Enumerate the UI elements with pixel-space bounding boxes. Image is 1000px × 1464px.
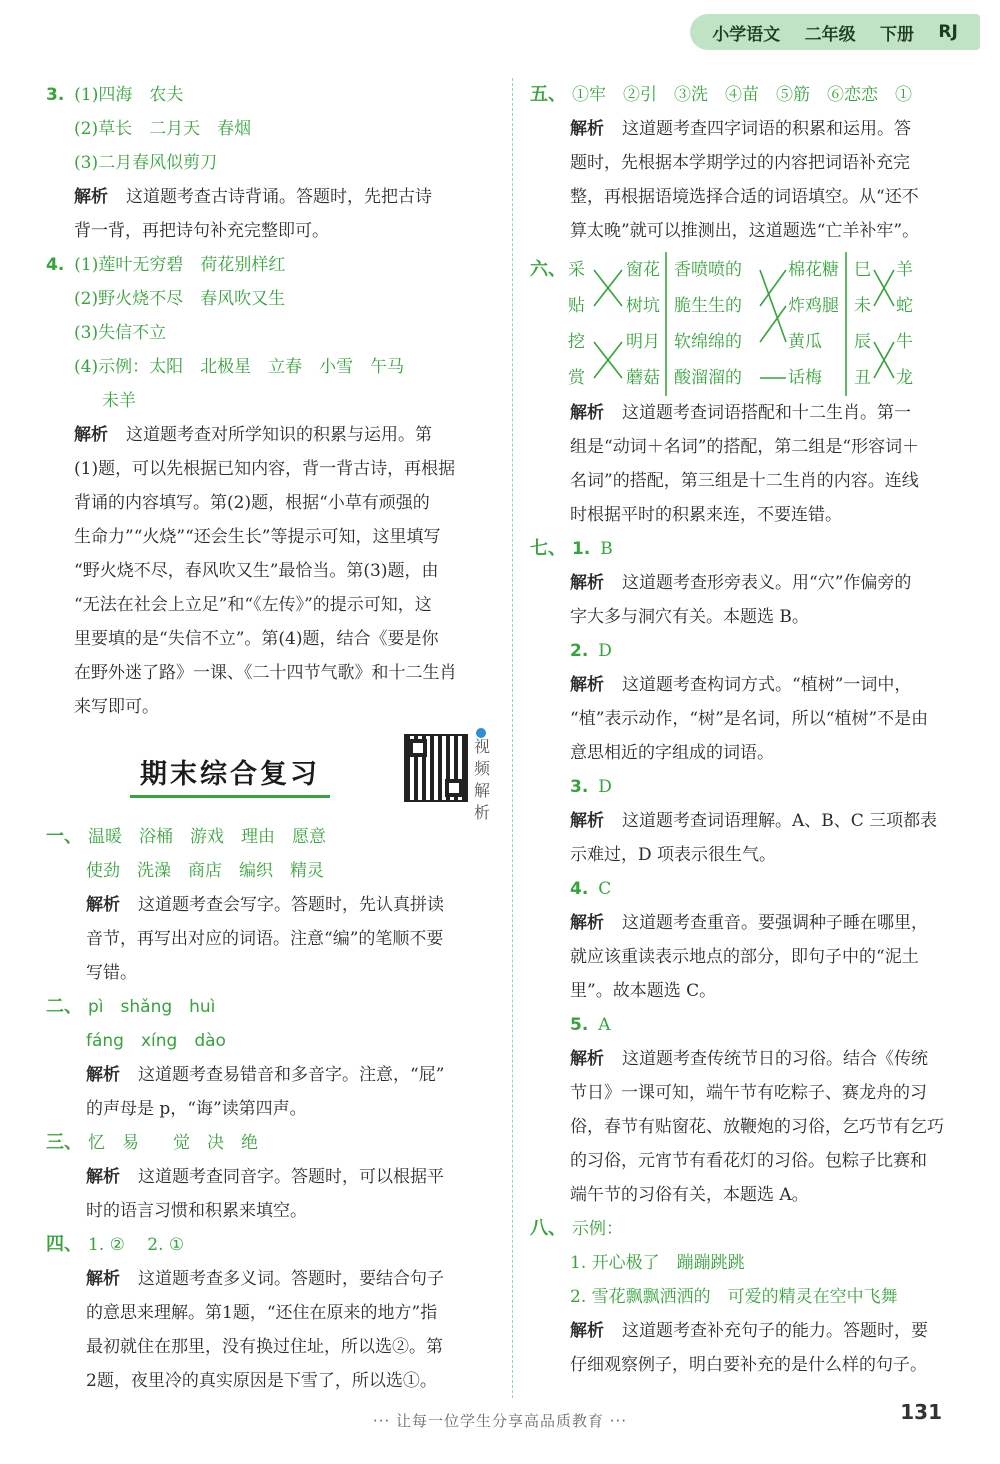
analysis-line: 就应该重读表示地点的部分，即句子中的“泥土 xyxy=(570,947,919,967)
g2-right-4: 话梅 xyxy=(788,368,822,388)
s2-label: 二、 xyxy=(46,996,82,1017)
analysis-line: 这道题考查词语搭配和十二生肖。第一 xyxy=(622,403,911,423)
header-term: 下册 xyxy=(879,24,914,45)
analysis-line: 组是“动词＋名词”的搭配，第二组是“形容词＋ xyxy=(570,437,920,457)
analysis-line: 的意思来理解。第1题，“还住在原来的地方”指 xyxy=(86,1303,438,1323)
qr-caption: 视频解析 xyxy=(474,737,491,822)
analysis-tag: 解析 xyxy=(570,403,604,423)
s8-answer-1: 1. 开心极了 蹦蹦跳跳 xyxy=(570,1253,745,1273)
s7-item-answer: B xyxy=(600,539,613,559)
s4-answer: 1. ② 2. ① xyxy=(88,1235,185,1255)
g1-left-3: 挖 xyxy=(568,332,585,352)
s7-item-answer: D xyxy=(598,777,612,797)
g1-left-4: 赏 xyxy=(568,368,585,388)
analysis-line: (1)题，可以先根据已知内容，背一背古诗，再根据 xyxy=(74,459,456,479)
page-number: 131 xyxy=(900,1400,942,1424)
column-divider xyxy=(512,78,513,1398)
analysis-tag: 解析 xyxy=(86,1167,120,1187)
s7-item5-analysis xyxy=(530,1042,976,1212)
analysis-line: 字大多与洞穴有关。本题选 B。 xyxy=(570,607,809,627)
analysis-line: 这道题考查古诗背诵。答题时，先把古诗 xyxy=(126,187,432,207)
s6-analysis xyxy=(530,396,976,532)
g2-left-1: 香喷喷的 xyxy=(674,260,742,280)
s7-item4-analysis xyxy=(530,906,976,1008)
analysis-line: 这道题考查会写字。答题时，先认真拼读 xyxy=(138,895,444,915)
s7-item-number: 4. xyxy=(570,879,589,899)
analysis-line: 俗，春节有贴窗花、放鞭炮的习俗，乞巧节有乞巧 xyxy=(570,1117,944,1137)
match-line xyxy=(760,270,786,342)
g3-left-4: 丑 xyxy=(854,368,871,388)
g1-right-1: 窗花 xyxy=(626,260,660,280)
analysis-line: 来写即可。 xyxy=(74,697,159,717)
g1-right-2: 树坑 xyxy=(626,296,660,316)
s4-label: 四、 xyxy=(46,1234,82,1255)
g3-right-2: 蛇 xyxy=(896,296,913,316)
s2-answer-1: pì shǎng huì xyxy=(88,997,216,1017)
header-grade: 二年级 xyxy=(804,24,856,45)
analysis-line: 2题，夜里冷的真实原因是下雪了，所以选①。 xyxy=(86,1371,437,1391)
g2-left-3: 软绵绵的 xyxy=(674,332,742,352)
qr-code-icon[interactable] xyxy=(404,734,468,802)
s1-analysis xyxy=(46,888,498,990)
g2-left-2: 脆生生的 xyxy=(674,296,742,316)
g1-right-3: 明月 xyxy=(626,332,660,352)
g1-left-2: 贴 xyxy=(568,296,585,316)
g1-left-1: 采 xyxy=(568,260,585,280)
s8-analysis xyxy=(530,1314,976,1382)
q3-answer-1: (1)四海 农夫 xyxy=(74,85,184,105)
q3-answer-2: (2)草长 二月天 春烟 xyxy=(74,119,252,139)
s2-answer-2: fáng xíng dào xyxy=(86,1031,226,1051)
s1-label: 一、 xyxy=(46,826,82,847)
section-title: 期末综合复习 xyxy=(130,748,330,798)
analysis-tag: 解析 xyxy=(570,913,604,933)
analysis-line: 这道题考查多义词。答题时，要结合句子 xyxy=(138,1269,444,1289)
analysis-tag: 解析 xyxy=(86,1065,120,1085)
s6-label: 六、 xyxy=(530,259,566,280)
analysis-line: 最初就住在那里，没有换过住址，所以选②。第 xyxy=(86,1337,443,1357)
analysis-line: 端午节的习俗有关，本题选 A。 xyxy=(570,1185,809,1205)
analysis-line: 题时，先根据本学期学过的内容把词语补充完 xyxy=(570,153,910,173)
s4-analysis xyxy=(46,1262,498,1398)
s7-item-number: 5. xyxy=(570,1015,589,1035)
header-bar xyxy=(690,14,980,50)
analysis-tag: 解析 xyxy=(570,675,604,695)
analysis-line: 生命力”“火烧”“还会生长”等提示可知，这里填写 xyxy=(74,527,441,547)
analysis-line: 这道题考查词语理解。A、B、C 三项都表 xyxy=(622,811,938,831)
section-title-box xyxy=(46,728,498,820)
right-column xyxy=(530,78,976,1382)
header-edition: RJ xyxy=(938,22,958,42)
s1-answer-2: 使劲 洗澡 商店 编织 精灵 xyxy=(86,861,324,881)
analysis-line: 里”。故本题选 C。 xyxy=(570,981,717,1001)
analysis-line: 背一背，再把诗句补充完整即可。 xyxy=(74,221,329,241)
analysis-line: 这道题考查形旁表义。用“穴”作偏旁的 xyxy=(622,573,912,593)
s7-item-number: 3. xyxy=(570,777,589,797)
s3-analysis xyxy=(46,1160,498,1228)
g1-right-4: 蘑菇 xyxy=(626,368,660,388)
analysis-tag: 解析 xyxy=(570,119,604,139)
g3-left-2: 未 xyxy=(854,296,871,316)
analysis-tag: 解析 xyxy=(74,425,108,445)
left-column xyxy=(46,78,498,1398)
analysis-line: 在野外迷了路》一课、《二十四节气歌》和十二生肖 xyxy=(74,663,457,683)
analysis-line: 示难过，D 项表示很生气。 xyxy=(570,845,777,865)
g2-right-3: 黄瓜 xyxy=(788,332,822,352)
analysis-line: 名词”的搭配，第三组是十二生肖的内容。连线 xyxy=(570,471,919,491)
s3-answer: 忆 易 觉 决 绝 xyxy=(88,1133,258,1153)
s5-label: 五、 xyxy=(530,84,566,105)
analysis-tag: 解析 xyxy=(570,811,604,831)
q3-number: 3. xyxy=(46,85,65,105)
s7-item2-analysis xyxy=(530,668,976,770)
analysis-line: “无法在社会上立足”和“《左传》”的提示可知，这 xyxy=(74,595,432,615)
s7-item-number: 1. xyxy=(572,539,591,559)
s7-label: 七、 xyxy=(530,538,566,559)
s2-analysis xyxy=(46,1058,498,1126)
analysis-tag: 解析 xyxy=(74,187,108,207)
analysis-line: 意思相近的字组成的词语。 xyxy=(570,743,774,763)
match-line xyxy=(760,270,786,306)
analysis-tag: 解析 xyxy=(86,895,120,915)
g3-right-1: 羊 xyxy=(896,260,913,280)
s7-item-answer: A xyxy=(598,1015,611,1035)
analysis-line: 的习俗，元宵节有看花灯的习俗。包粽子比赛和 xyxy=(570,1151,927,1171)
analysis-line: 这道题考查传统节日的习俗。结合《传统 xyxy=(622,1049,928,1069)
q4-answer-1: (1)莲叶无穷碧 荷花别样红 xyxy=(74,255,286,275)
analysis-line: 算太晚”就可以推测出，这道题选“亡羊补牢”。 xyxy=(570,221,920,241)
analysis-line: 背诵的内容填写。第(2)题，根据“小草有顽强的 xyxy=(74,493,430,513)
g3-left-3: 辰 xyxy=(854,332,871,352)
s8-answer-2: 2. 雪花飘飘洒洒的 可爱的精灵在空中飞舞 xyxy=(570,1287,898,1307)
analysis-line: 里要填的是“失信不立”。第(4)题，结合《要是你 xyxy=(74,629,439,649)
analysis-line: 音节，再写出对应的词语。注意“编”的笔顺不要 xyxy=(86,929,444,949)
analysis-line: 这道题考查补充句子的能力。答题时，要 xyxy=(622,1321,928,1341)
analysis-line: 这道题考查重音。要强调种子睡在哪里， xyxy=(622,913,928,933)
analysis-tag: 解析 xyxy=(86,1269,120,1289)
s8-intro: 示例： xyxy=(572,1219,623,1239)
g2-right-2: 炸鸡腿 xyxy=(788,296,839,316)
analysis-line: 这道题考查构词方式。“植树”一词中， xyxy=(622,675,912,695)
analysis-line: 这道题考查同音字。答题时，可以根据平 xyxy=(138,1167,444,1187)
q4-analysis xyxy=(46,418,498,724)
s7-item-number: 2. xyxy=(570,641,589,661)
analysis-line: 这道题考查四字词语的积累和运用。答 xyxy=(622,119,911,139)
q4-answer-3: (3)失信不立 xyxy=(74,323,167,343)
header-subject: 小学语文 xyxy=(712,24,781,45)
s7-item-answer: D xyxy=(598,641,612,661)
analysis-tag: 解析 xyxy=(570,1049,604,1069)
analysis-line: 整，再根据语境选择合适的词语填空。从“还不 xyxy=(570,187,919,207)
s1-answer-1: 温暖 浴桶 游戏 理由 愿意 xyxy=(88,827,326,847)
analysis-tag: 解析 xyxy=(570,573,604,593)
analysis-line: 时的语言习惯和积累来填空。 xyxy=(86,1201,307,1221)
q4-answer-5: 未羊 xyxy=(102,391,136,411)
s5-analysis xyxy=(530,112,976,248)
analysis-line: “植”表示动作，“树”是名词，所以“植树”不是由 xyxy=(570,709,929,729)
s7-item-answer: C xyxy=(598,879,612,899)
analysis-line: “野火烧不尽，春风吹又生”最恰当。第(3)题，由 xyxy=(74,561,439,581)
g3-left-1: 巳 xyxy=(854,260,871,280)
s7-item3-analysis xyxy=(530,804,976,872)
analysis-line: 节日》一课可知，端午节有吃粽子、赛龙舟的习 xyxy=(570,1083,927,1103)
analysis-line: 这道题考查易错音和多音字。注意，“屁” xyxy=(138,1065,445,1085)
analysis-line: 时根据平时的积累来连，不要连错。 xyxy=(570,505,842,525)
analysis-line: 仔细观察例子，明白要补充的是什么样的句子。 xyxy=(570,1355,927,1375)
analysis-line: 这道题考查对所学知识的积累与运用。第 xyxy=(126,425,432,445)
footer-slogan: ··· 让每一位学生分享高品质教育 ··· xyxy=(372,1412,628,1430)
g3-right-3: 牛 xyxy=(896,332,913,352)
q4-answer-4: (4)示例：太阳 北极星 立春 小雪 午马 xyxy=(74,357,405,377)
s7-item1-analysis xyxy=(530,566,976,634)
q4-number: 4. xyxy=(46,255,65,275)
match-line xyxy=(760,306,786,342)
s8-label: 八、 xyxy=(530,1218,566,1239)
analysis-tag: 解析 xyxy=(570,1321,604,1341)
g2-right-1: 棉花糖 xyxy=(788,260,839,280)
analysis-line: 的声母是 p，“诲”读第四声。 xyxy=(86,1099,307,1119)
q3-analysis xyxy=(46,180,498,248)
s5-answer: ①牢 ②引 ③洗 ④苗 ⑤筋 ⑥恋恋 ① xyxy=(572,85,912,105)
g2-left-4: 酸溜溜的 xyxy=(674,368,742,388)
q3-answer-3: (3)二月春风似剪刀 xyxy=(74,153,218,173)
g3-right-4: 龙 xyxy=(896,368,913,388)
matching-exercise xyxy=(530,252,976,396)
s3-label: 三、 xyxy=(46,1132,82,1153)
q4-answer-2: (2)野火烧不尽 春风吹又生 xyxy=(74,289,286,309)
analysis-line: 写错。 xyxy=(86,963,137,983)
